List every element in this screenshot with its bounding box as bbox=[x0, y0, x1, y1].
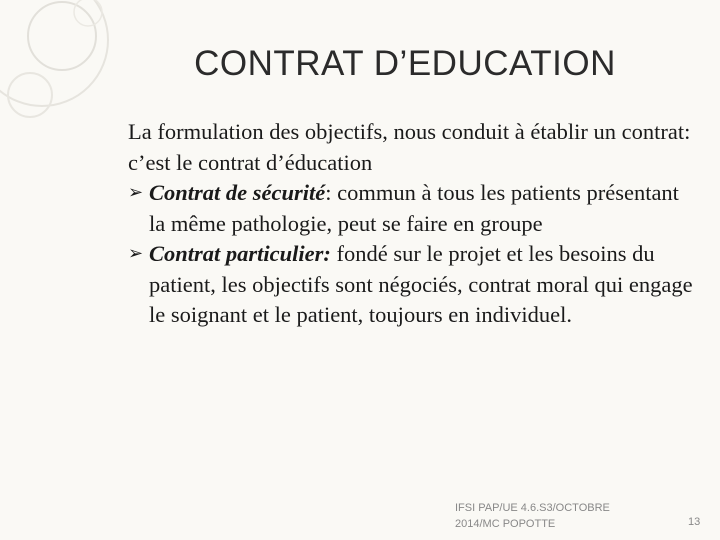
bullet-text: : commun à tous les patients présentant la même pathologie, peut se faire en groupe bbox=[149, 180, 679, 236]
bullet-term: Contrat de sécurité bbox=[149, 180, 326, 205]
bullet-term: Contrat particulier: bbox=[149, 241, 331, 266]
intro-paragraph: La formulation des objectifs, nous conduit à établir un contrat: c’est le contrat d’éducation bbox=[128, 119, 691, 175]
page-number: 13 bbox=[688, 516, 701, 528]
arrow-bullet-icon: ➢ bbox=[128, 243, 144, 264]
slide-body bbox=[128, 117, 698, 331]
bullet-securite bbox=[128, 178, 698, 239]
ring-small bbox=[8, 73, 52, 117]
bullet-particulier bbox=[128, 239, 698, 331]
slide-title: CONTRAT D’EDUCATION bbox=[194, 44, 616, 83]
arrow-bullet-icon: ➢ bbox=[128, 182, 144, 203]
ring-medium bbox=[28, 2, 96, 70]
slide-footer bbox=[455, 500, 655, 532]
bullet-text: fondé sur le projet et les besoins du patient, les objectifs sont négociés, contrat moral qui engage le soignant et le patient, toujours en individuel. bbox=[149, 241, 693, 327]
footer-line-2: 2014/MC POPOTTE bbox=[455, 518, 556, 530]
footer-line-1: IFSI PAP/UE 4.6.S3/OCTOBRE bbox=[455, 502, 610, 514]
